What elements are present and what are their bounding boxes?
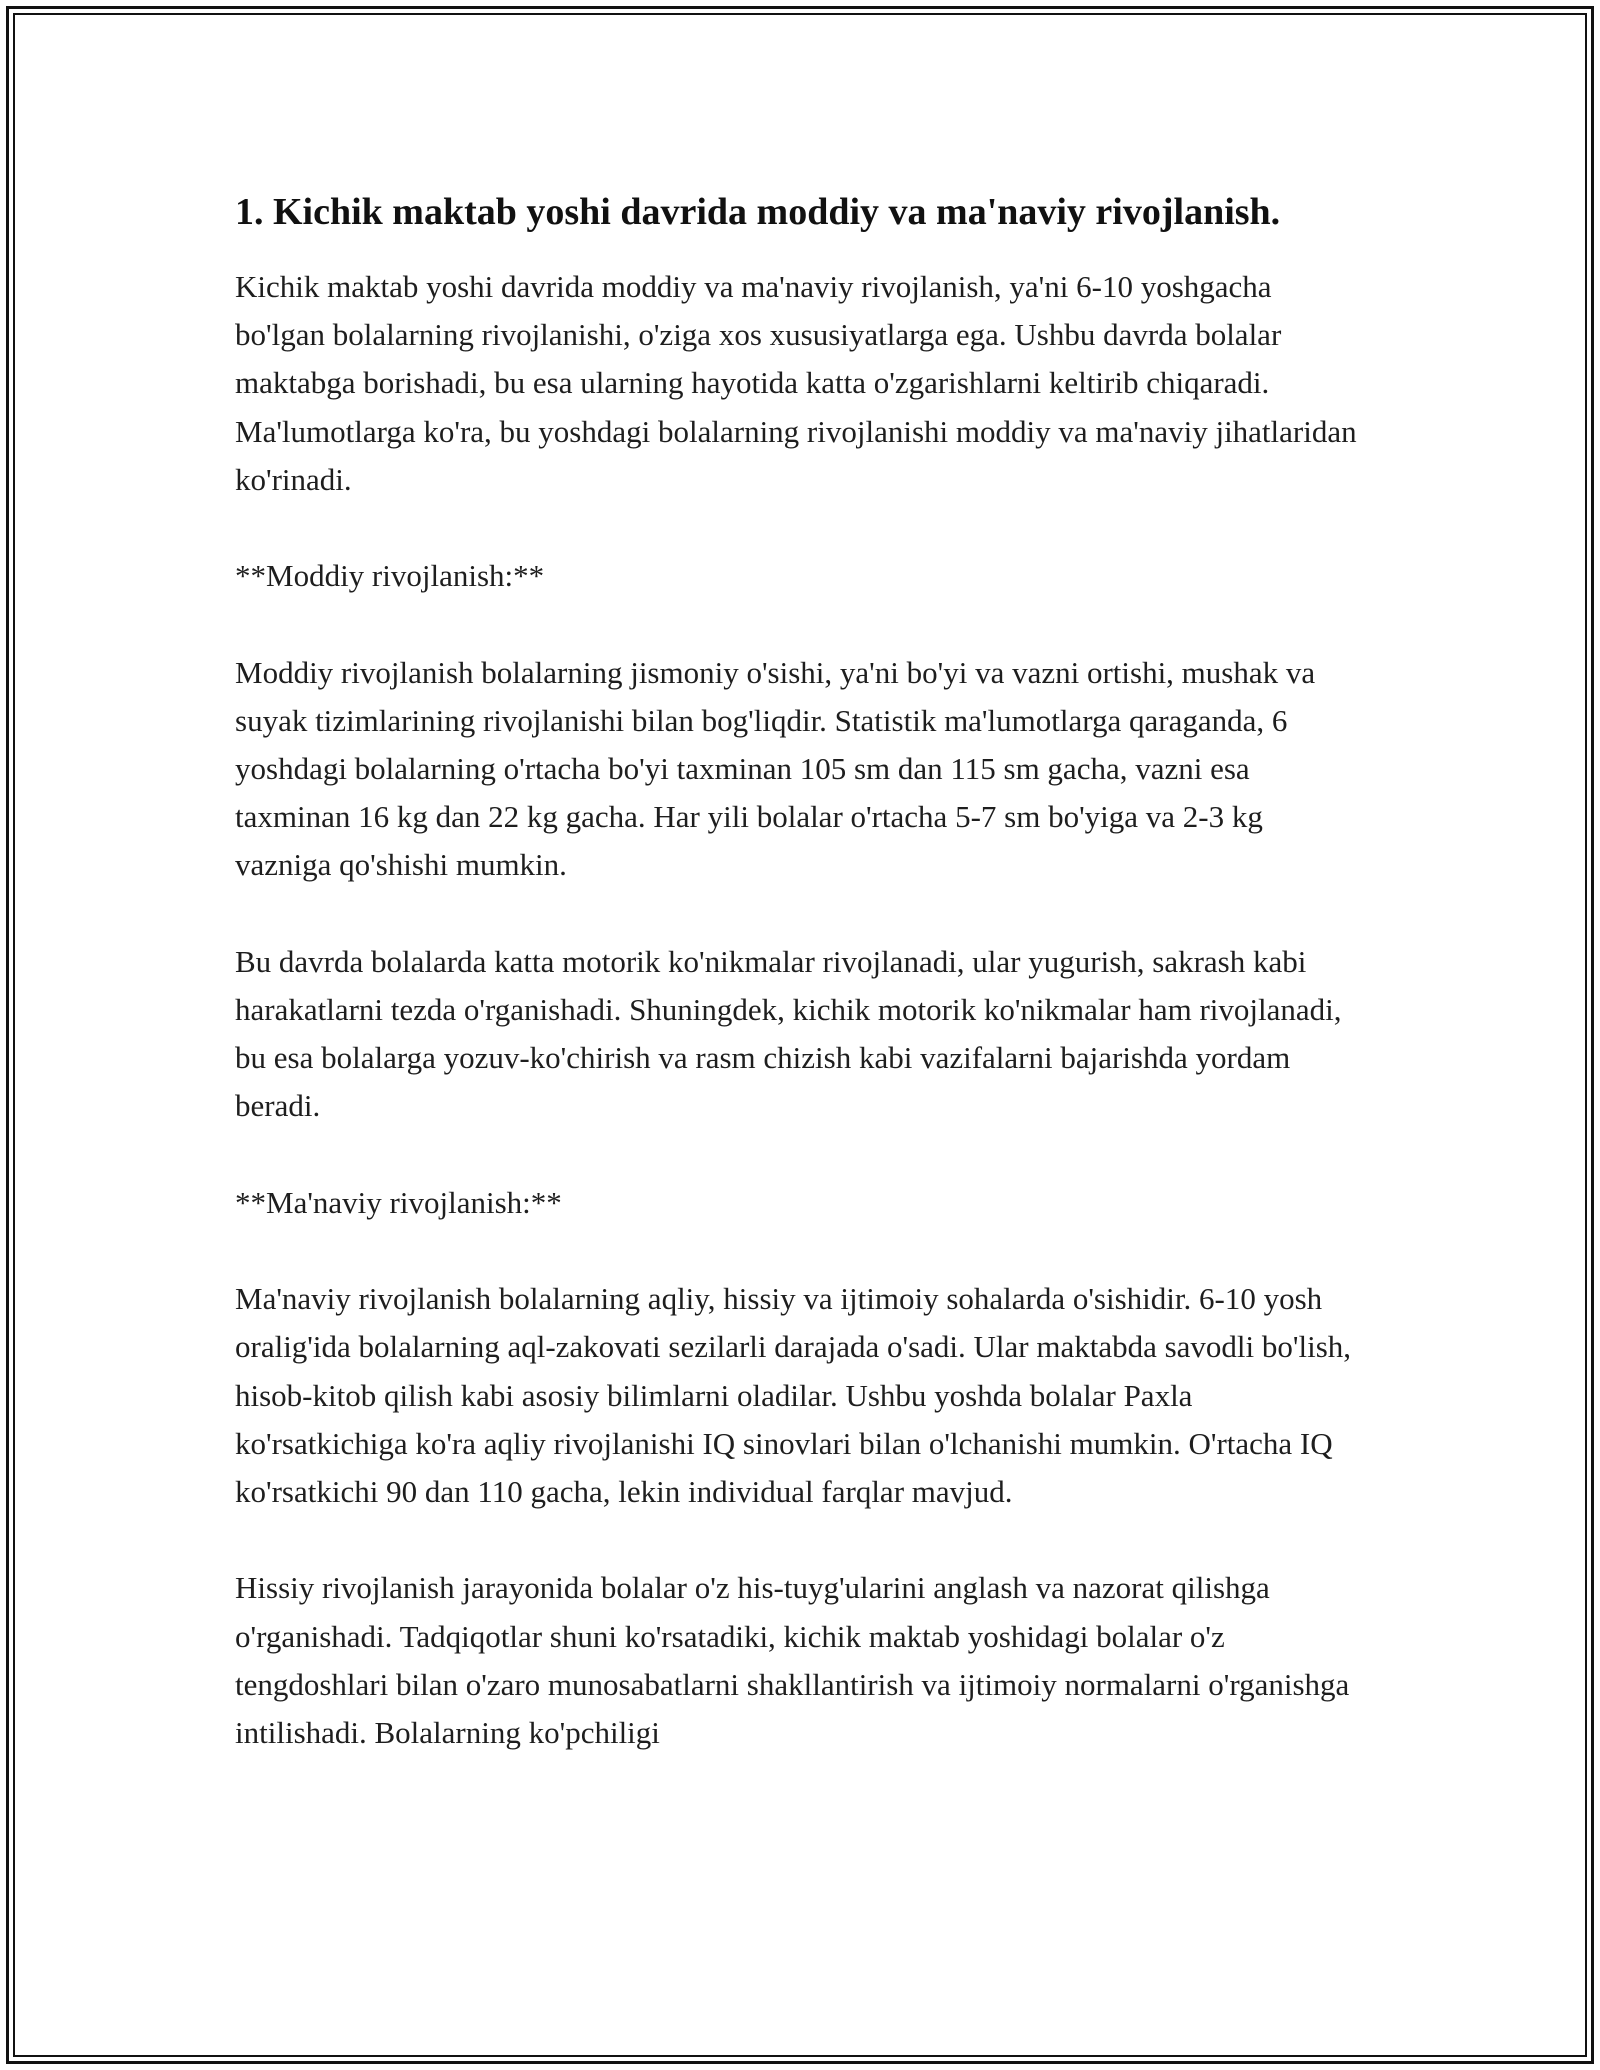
document-body (235, 185, 1365, 1757)
section-heading-moddiy: **Moddiy rivojlanish:** (235, 558, 545, 594)
document-title: 1. Kichik maktab yoshi davrida moddiy va ma'naviy rivojlanish. (235, 191, 1281, 233)
paragraph-emotional-growth: Hissiy rivojlanish jarayonida bolalar o'z his-tuyg'ularini anglash va nazorat qilishga o'rganishadi. Tadqiqotlar shuni ko'rsatadiki, kichik maktab yoshidagi bolalar o'z tengdoshlari bilan o'zaro munosabatlarni shakllantirish va ijtimoiy normalarni o'rganishga intilishadi. Bolalarning ko'pchiligi (235, 1570, 1350, 1750)
paragraph-intro: Kichik maktab yoshi davrida moddiy va ma'naviy rivojlanish, ya'ni 6-10 yoshgacha bo'lgan bolalarning rivojlanishi, o'ziga xos xususiyatlarga ega. Ushbu davrda bolalar maktabga borishadi, bu esa ularning hayotida katta o'zgarishlarni keltirib chiqaradi. Ma'lumotlarga ko'ra, bu yoshdagi bolalarning rivojlanishi moddiy va ma'naviy jihatlaridan ko'rinadi. (235, 269, 1357, 497)
paragraph-intellectual-growth: Ma'naviy rivojlanish bolalarning aqliy, hissiy va ijtimoiy sohalarda o'sishidir. 6-10 yosh oralig'ida bolalarning aql-zakovati sezilarli darajada o'sadi. Ular maktabda savodli bo'lish, hisob-kitob qilish kabi asosiy bilimlarni oladilar. Ushbu yoshda bolalar Paxla ko'rsatkichiga ko'ra aqliy rivojlanishi IQ sinovlari bilan o'lchanishi mumkin. O'rtacha IQ ko'rsatkichi 90 dan 110 gacha, lekin individual farqlar mavjud. (235, 1281, 1352, 1509)
paragraph-physical-growth: Moddiy rivojlanish bolalarning jismoniy o'sishi, ya'ni bo'yi va vazni ortishi, mushak va suyak tizimlarining rivojlanishi bilan bog'liqdir. Statistik ma'lumotlarga qaraganda, 6 yoshdagi bolalarning o'rtacha bo'yi taxminan 105 sm dan 115 sm gacha, vazni esa taxminan 16 kg dan 22 kg gacha. Har yili bolalar o'rtacha 5-7 sm bo'yiga va 2-3 kg vazniga qo'shishi mumkin. (235, 654, 1316, 883)
section-heading-manaviy: **Ma'naviy rivojlanish:** (235, 1184, 562, 1220)
paragraph-motor-skills: Bu davrda bolalarda katta motorik ko'nikmalar rivojlanadi, ular yugurish, sakrash kabi harakatlarni tezda o'rganishadi. Shuningdek, kichik motorik ko'nikmalar ham rivojlanadi, bu esa bolalarga yozuv-ko'chirish va rasm chizish kabi vazifalarni bajarishda yordam beradi. (235, 943, 1342, 1124)
